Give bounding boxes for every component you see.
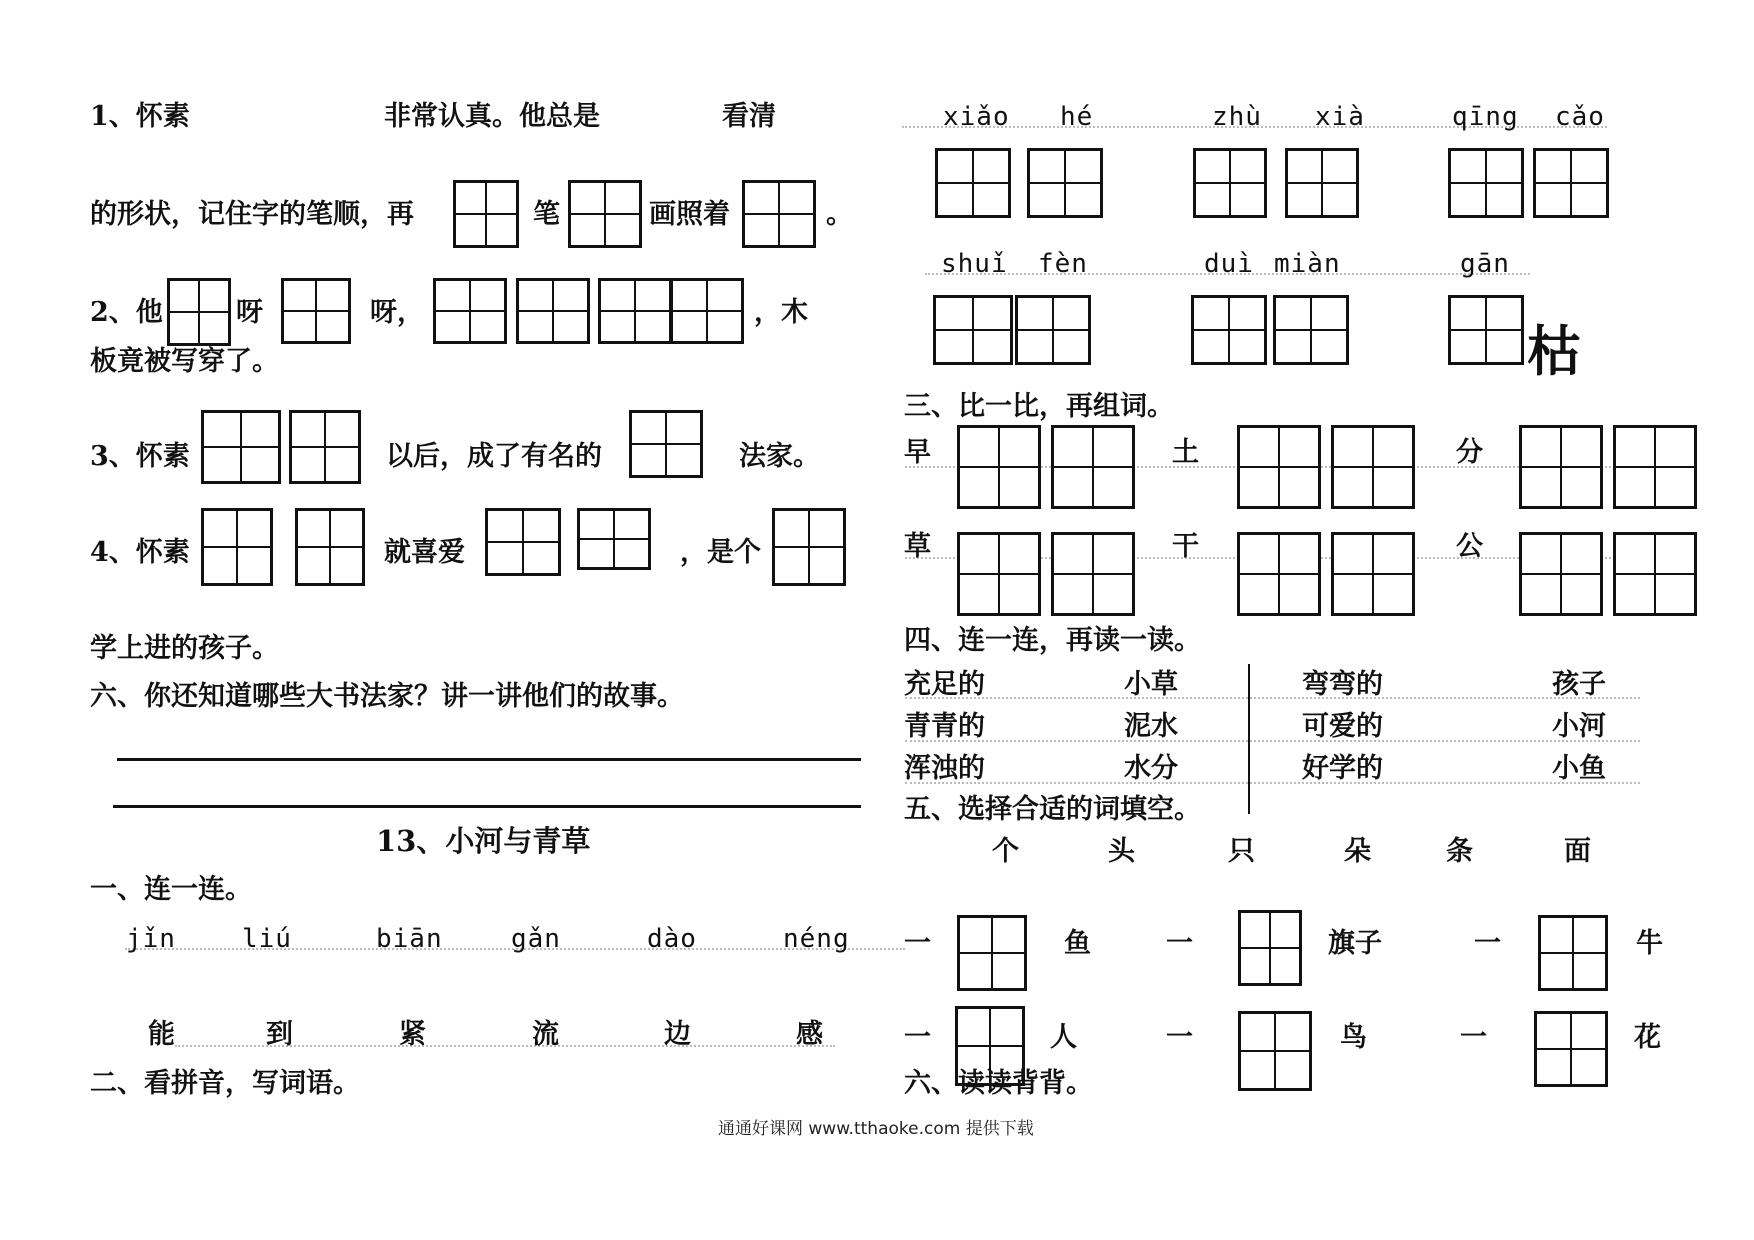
column-divider [1248, 664, 1250, 814]
section-three-title: 三、比一比，再组词。 [904, 391, 1174, 422]
pinyin-label: duì [1204, 249, 1254, 279]
fill-text: 鱼 [1064, 928, 1091, 959]
answer-box[interactable] [1237, 532, 1321, 616]
fill-text: 一 [1474, 928, 1501, 959]
lesson-title: 13、小河与青草 [376, 824, 591, 858]
word-option: 个 [992, 836, 1019, 867]
fill-text: 一 [1166, 1022, 1193, 1053]
pinyin-label: fèn [1038, 249, 1088, 279]
writing-line[interactable] [113, 805, 861, 808]
section-two-title: 二、看拼音，写词语。 [90, 1068, 360, 1099]
q3-part-b: 以后，成了有名的 [386, 441, 602, 472]
answer-box[interactable] [629, 410, 703, 478]
answer-box[interactable] [1285, 148, 1359, 218]
match-phrase[interactable]: 小鱼 [1552, 753, 1606, 784]
dotted-guide [905, 782, 1640, 784]
compare-char: 草 [904, 531, 931, 562]
answer-box[interactable] [1538, 915, 1608, 991]
word-option: 面 [1564, 836, 1591, 867]
answer-box[interactable] [167, 278, 231, 346]
pinyin-label: cǎo [1555, 102, 1605, 132]
match-phrase[interactable]: 浑浊的 [904, 753, 985, 784]
answer-box[interactable] [1238, 1011, 1312, 1091]
answer-box[interactable] [1027, 148, 1103, 218]
match-phrase[interactable]: 小河 [1552, 711, 1606, 742]
answer-box[interactable] [1051, 532, 1135, 616]
compare-char: 干 [1172, 531, 1199, 562]
pinyin-label: néng [783, 924, 850, 954]
answer-box[interactable] [670, 278, 744, 344]
q1-part-f: 画照着 [649, 199, 730, 230]
answer-box[interactable] [453, 180, 519, 248]
answer-box[interactable] [1193, 148, 1267, 218]
compare-char: 公 [1456, 531, 1483, 562]
answer-box[interactable] [1237, 425, 1321, 509]
compare-char: 早 [904, 437, 931, 468]
answer-box[interactable] [516, 278, 590, 344]
matching-char[interactable]: 边 [664, 1019, 691, 1050]
pinyin-label: xiǎo [943, 102, 1010, 132]
answer-box[interactable] [957, 915, 1027, 991]
fill-text: 牛 [1636, 928, 1663, 959]
pinyin-label: miàn [1274, 249, 1341, 279]
answer-box[interactable] [1519, 425, 1603, 509]
match-phrase[interactable]: 充足的 [904, 669, 985, 700]
word-option: 只 [1228, 836, 1255, 867]
writing-line[interactable] [117, 758, 861, 761]
answer-box[interactable] [281, 278, 351, 344]
footer-credit: 通通好课网 www.tthaoke.com 提供下载 [718, 1119, 1034, 1139]
pinyin-label: qīng [1452, 102, 1519, 132]
q2-part-c: 呀， [370, 297, 424, 328]
q4-part-b: 就喜爱 [384, 537, 465, 568]
answer-box[interactable] [772, 508, 846, 586]
answer-box[interactable] [568, 180, 642, 248]
q1-part-e: 笔 [533, 199, 560, 230]
answer-box[interactable] [1533, 148, 1609, 218]
q4-part-d: 学上进的孩子。 [90, 633, 279, 664]
q3-part-a: 3、怀素 [90, 441, 190, 472]
match-phrase[interactable]: 小草 [1124, 669, 1178, 700]
fill-text: 一 [904, 928, 931, 959]
matching-char[interactable]: 流 [532, 1019, 559, 1050]
answer-box[interactable] [1448, 148, 1524, 218]
q2-part-a: 2、他 [90, 297, 163, 328]
answer-box[interactable] [957, 532, 1041, 616]
answer-box[interactable] [933, 295, 1013, 365]
fill-text: 一 [1166, 928, 1193, 959]
q1-part-g: 。 [826, 199, 853, 230]
answer-box[interactable] [742, 180, 816, 248]
answer-box[interactable] [201, 410, 281, 484]
dotted-guide [905, 740, 1640, 742]
pinyin-label: gān [1460, 249, 1510, 279]
answer-box[interactable] [1519, 532, 1603, 616]
compare-char: 土 [1172, 437, 1199, 468]
match-phrase[interactable]: 孩子 [1552, 669, 1606, 700]
q2-part-e: 板竟被写穿了。 [90, 346, 279, 377]
answer-box[interactable] [577, 508, 651, 570]
match-phrase[interactable]: 好学的 [1302, 753, 1383, 784]
fill-text: 一 [1460, 1022, 1487, 1053]
section-five-title: 五、选择合适的词填空。 [904, 794, 1201, 825]
section-one-title: 一、连一连。 [90, 874, 252, 905]
answer-box[interactable] [485, 508, 561, 576]
pinyin-label: gǎn [511, 924, 561, 954]
dotted-guide [905, 697, 1640, 699]
match-phrase[interactable]: 弯弯的 [1302, 669, 1383, 700]
pinyin-label: shuǐ [941, 249, 1008, 279]
q4-part-c: ，是个 [680, 537, 761, 568]
fill-text: 一 [904, 1022, 931, 1053]
pinyin-label: hé [1060, 102, 1094, 132]
matching-char[interactable]: 能 [148, 1019, 175, 1050]
matching-char[interactable]: 感 [796, 1019, 823, 1050]
pinyin-label: xià [1315, 102, 1365, 132]
answer-box[interactable] [1613, 425, 1697, 509]
section-six-right: 六、读读背背。 [904, 1068, 1093, 1099]
answer-box[interactable] [1331, 532, 1415, 616]
q1-part-c: 看清 [722, 101, 776, 132]
matching-char[interactable]: 紧 [399, 1019, 426, 1050]
answer-box[interactable] [295, 508, 365, 586]
answer-box[interactable] [1051, 425, 1135, 509]
answer-box[interactable] [1015, 295, 1091, 365]
q2-part-b: 呀 [236, 297, 263, 328]
fill-text: 花 [1634, 1022, 1661, 1053]
answer-box[interactable] [201, 508, 273, 586]
fill-text: 旗子 [1328, 928, 1382, 959]
answer-box[interactable] [1273, 295, 1349, 365]
match-phrase[interactable]: 水分 [1124, 753, 1178, 784]
fill-text: 鸟 [1340, 1022, 1367, 1053]
pinyin-label: jǐn [126, 924, 176, 954]
match-phrase[interactable]: 青青的 [904, 711, 985, 742]
answer-box[interactable] [935, 148, 1011, 218]
q1-part-b: 非常认真。他总是 [384, 101, 600, 132]
answer-box[interactable] [957, 425, 1041, 509]
answer-box[interactable] [1613, 532, 1697, 616]
answer-box[interactable] [1448, 295, 1524, 365]
match-phrase[interactable]: 泥水 [1124, 711, 1178, 742]
match-phrase[interactable]: 可爱的 [1302, 711, 1383, 742]
answer-box[interactable] [598, 278, 672, 344]
answer-box[interactable] [1191, 295, 1267, 365]
answer-box[interactable] [289, 410, 361, 484]
answer-box[interactable] [1534, 1011, 1608, 1087]
answer-box[interactable] [433, 278, 507, 344]
word-option: 头 [1108, 836, 1135, 867]
pinyin-label: zhù [1212, 102, 1262, 132]
matching-char[interactable]: 到 [266, 1019, 293, 1050]
word-option: 朵 [1344, 836, 1371, 867]
section-four-title: 四、连一连，再读一读。 [904, 625, 1201, 656]
answer-box[interactable] [1238, 910, 1302, 986]
word-option: 条 [1446, 836, 1473, 867]
pinyin-label: dào [647, 924, 697, 954]
compare-char: 分 [1456, 437, 1483, 468]
q4-part-a: 4、怀素 [90, 537, 190, 568]
given-char-gu: 枯 [1527, 320, 1581, 383]
q1-part-a: 1、怀素 [90, 101, 190, 132]
answer-box[interactable] [1331, 425, 1415, 509]
pinyin-label: liú [242, 924, 292, 954]
pinyin-label: biān [376, 924, 443, 954]
q2-part-d: ，木 [754, 297, 808, 328]
q1-part-d: 的形状，记住字的笔顺，再 [90, 199, 414, 230]
fill-text: 人 [1050, 1022, 1077, 1053]
section-six-left: 六、你还知道哪些大书法家？讲一讲他们的故事。 [90, 681, 684, 712]
q3-part-c: 法家。 [739, 441, 820, 472]
